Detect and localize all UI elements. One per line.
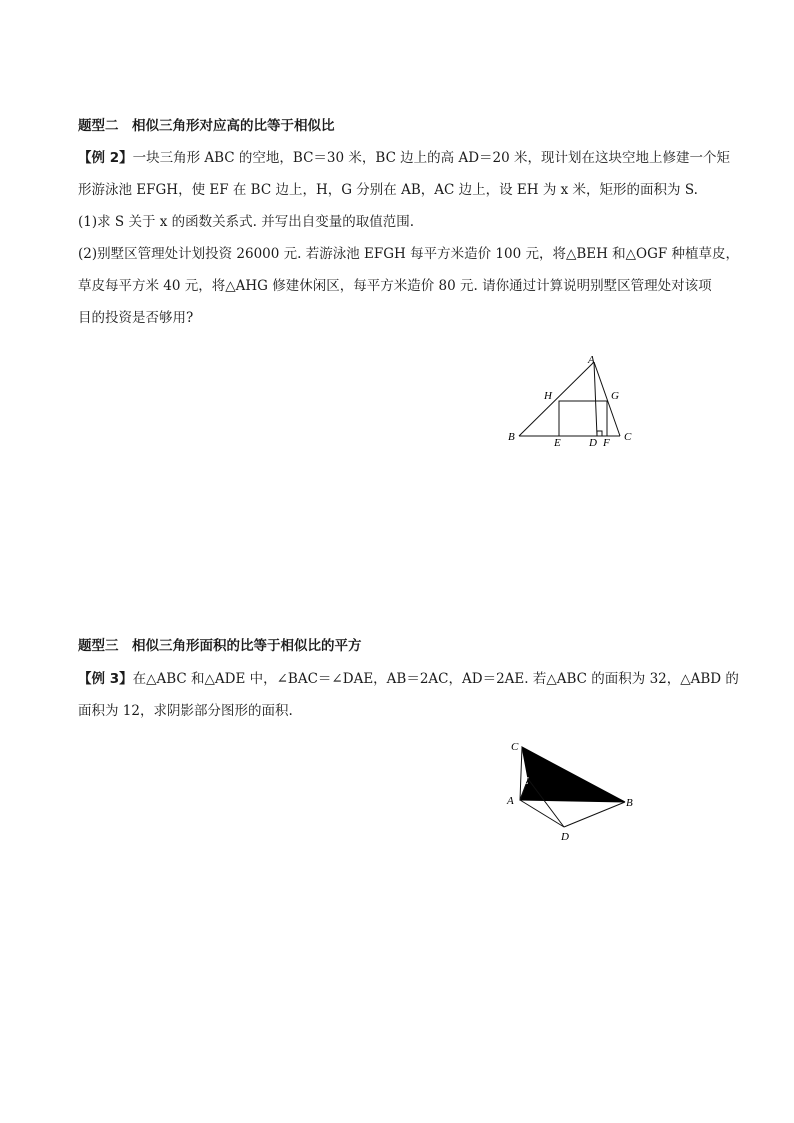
right-angle-mark (597, 431, 602, 436)
example3-line2: 面积为 12，求阴影部分图形的面积. (78, 703, 293, 719)
label-H: H (544, 390, 552, 402)
label-F: F (603, 437, 610, 449)
example2-tag: 【例 2】 (78, 150, 133, 166)
shaded-triangle-figure (500, 736, 650, 846)
label-E: E (522, 775, 529, 787)
label-C: C (624, 431, 632, 443)
triangle-rectangle-figure (500, 348, 650, 452)
example3-tag: 【例 3】 (78, 671, 133, 687)
segment-BD (564, 802, 625, 827)
label-D: D (561, 831, 569, 843)
example3-text-line1: 在△ABC 和△ADE 中，∠BAC＝∠DAE，AB＝2AC，AD＝2AE. 若△ABC 的面积为 32，△ABD 的 (132, 671, 739, 687)
label-A: A (588, 354, 595, 366)
shaded-region-CEAB (520, 747, 625, 802)
example2-text-line1: 一块三角形 ABC 的空地，BC＝30 米，BC 边上的高 AD＝20 米，现计划在这块空地上修建一个矩 (132, 150, 731, 166)
label-C: C (511, 741, 519, 753)
example3-line1 (78, 669, 739, 689)
section2-heading: 题型二 相似三角形对应高的比等于相似比 (78, 118, 335, 134)
altitude-AD (594, 362, 597, 436)
label-B: B (508, 431, 515, 443)
segment-AD (520, 800, 564, 827)
segment-AC (520, 747, 522, 800)
example2-line1 (78, 148, 731, 168)
example2-question1: (1)求 S 关于 x 的函数关系式. 并写出自变量的取值范围. (78, 214, 415, 230)
label-B: B (626, 797, 633, 809)
example2-question2-line3: 目的投资是否够用? (78, 310, 194, 326)
label-G: G (611, 390, 619, 402)
example2-question2-line1: (2)别墅区管理处计划投资 26000 元. 若游泳池 EFGH 每平方米造价 100 元，将△BEH 和△OGF 种植草皮， (78, 246, 740, 262)
example2-line2: 形游泳池 EFGH，使 EF 在 BC 边上，H，G 分别在 AB，AC 边上，设 EH 为 x 米，矩形的面积为 S. (78, 182, 698, 198)
label-D: D (589, 437, 597, 449)
label-A: A (507, 795, 514, 807)
example2-question2-line2: 草皮每平方米 40 元，将△AHG 修建休闲区，每平方米造价 80 元. 请你通过计算说明别墅区管理处对该项 (78, 278, 712, 294)
section3-heading: 题型三 相似三角形面积的比等于相似比的平方 (78, 638, 362, 654)
segment-AB (519, 362, 594, 436)
label-E: E (554, 437, 561, 449)
